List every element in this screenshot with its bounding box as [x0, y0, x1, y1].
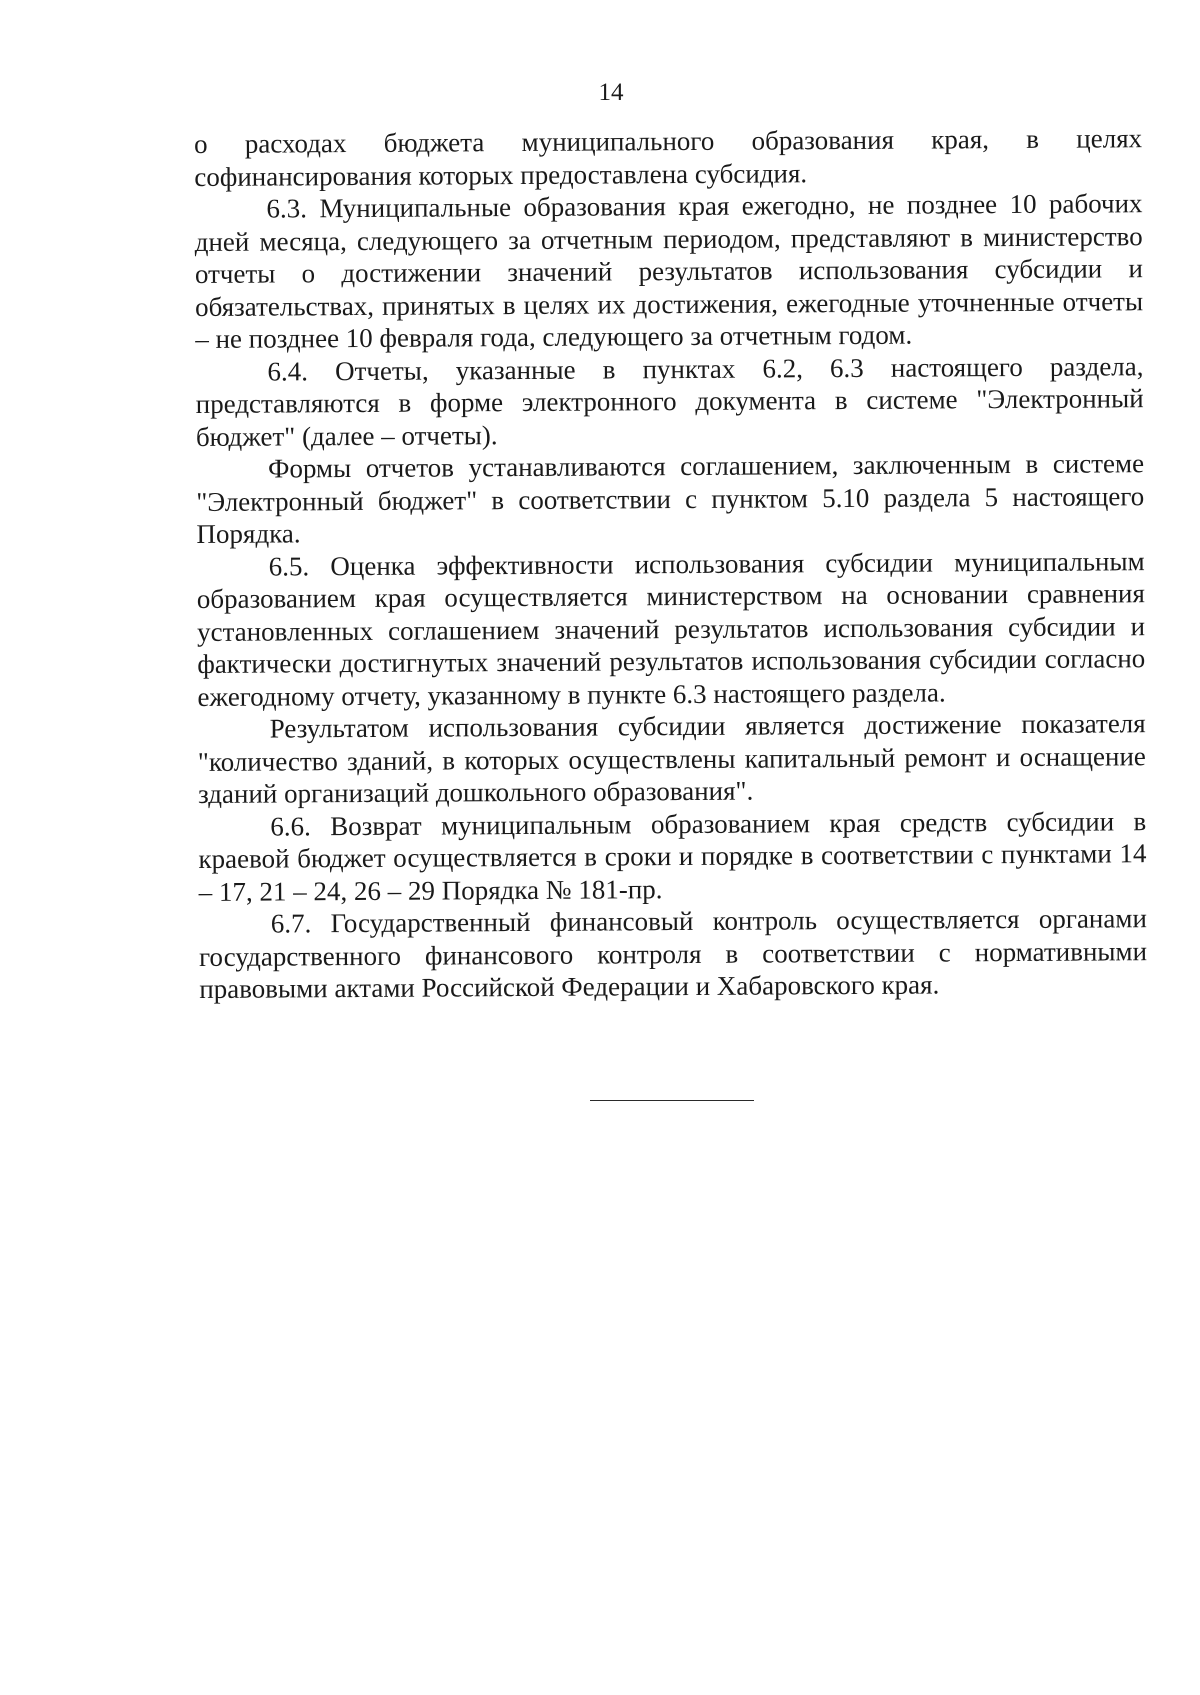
paragraph-6-4-report-forms: Формы отчетов устанавливаются соглашением, заключенным в системе "Электронный бюджет" в соответствии с пунктом 5.10 раздела 5 настоящего Порядка. [196, 448, 1145, 549]
paragraph-continuation: о расходах бюджета муниципального образования края, в целях софинансирования которых предоставлена субсидия. [194, 123, 1143, 192]
page-number: 14 [598, 79, 624, 106]
paragraph-6-5-result-indicator: Результатом использования субсидии является достижение показателя "количество зданий, в которых осуществлены капитальный ремонт и оснащение зданий организаций дошкольного образования". [197, 708, 1146, 809]
paragraph-6-4: 6.4. Отчеты, указанные в пунктах 6.2, 6.3 настоящего раздела, представляются в форме электронного документа в системе "Электронный бюджет" (далее – отчеты). [195, 350, 1144, 452]
paragraph-6-6: 6.6. Возврат муниципальным образованием края средств субсидии в краевой бюджет осуществляется в сроки и порядке в соответствии с пунктами 14 – 17, 21 – 24, 26 – 29 Порядка № 181-пр. [198, 805, 1147, 907]
paragraph-6-5: 6.5. Оценка эффективности использования субсидии муниципальным образованием края осуществляется министерством на основании сравнения установленных соглашением значений результатов использования субсидии и фактически достигнутых значений результатов использования субсидии согласно ежегодному отчету, указанному в пункте 6.3 настоящего раздела. [196, 545, 1146, 712]
end-of-document-rule [590, 1100, 754, 1101]
paragraph-6-7: 6.7. Государственный финансовый контроль осуществляется органами государственного финансового контроля в соответствии с нормативными правовыми актами Российской Федерации и Хабаровского края. [198, 903, 1148, 1004]
paragraph-6-3: 6.3. Муниципальные образования края ежегодно, не позднее 10 рабочих дней месяца, следующего за отчетным периодом, представляют в министерство отчеты о достижении значений результатов использования субсидии и обязательствах, принятых в целях их достижения, ежегодные уточненные отчеты – не позднее 10 февраля года, следующего за отчетным годом. [194, 188, 1144, 354]
document-body [194, 122, 1147, 1005]
